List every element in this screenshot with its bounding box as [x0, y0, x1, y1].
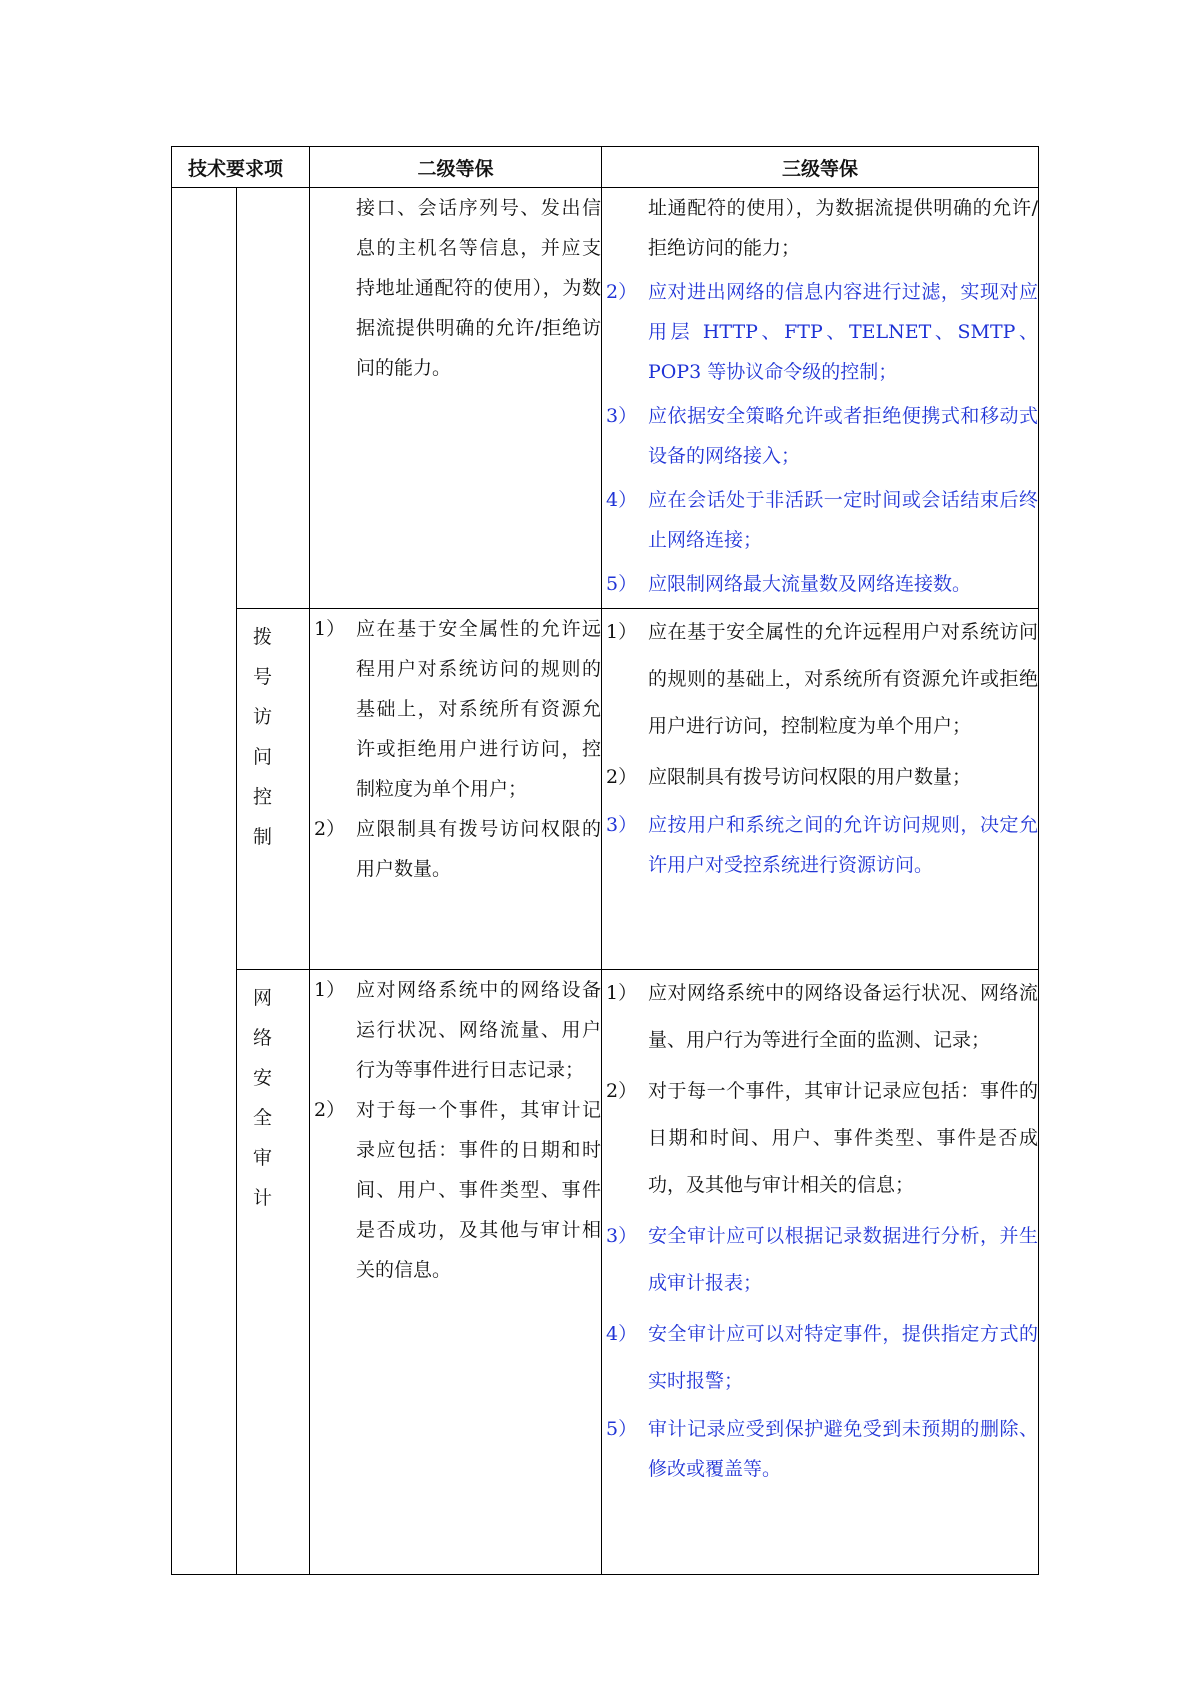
- level2-cell: [310, 609, 602, 970]
- category-cell: [172, 188, 237, 1575]
- list-item: 2） 对于每一个事件，其审计记录应包括：事件的日期和时间、用户、事件类型、事件是否成功，及其他与审计相关的信息。: [314, 1099, 602, 1281]
- list-item: 3） 安全审计应可以根据记录数据进行分析，并生成审计报表；: [606, 1225, 1039, 1294]
- list-item: 4） 安全审计应可以对特定事件，提供指定方式的实时报警；: [606, 1323, 1039, 1392]
- list-item: 址通配符的使用），为数据流提供明确的允许/拒绝访问的能力；: [648, 197, 1039, 259]
- list-item: 3） 应依据安全策略允许或者拒绝便携式和移动式设备的网络接入；: [606, 405, 1039, 467]
- list-item: 2） 应限制具有拨号访问权限的用户数量；: [606, 766, 972, 788]
- sub-item-cell: [237, 609, 310, 970]
- level3-cell: [602, 188, 1039, 609]
- level2-cell: [310, 970, 602, 1575]
- list-item: 2） 对于每一个事件，其审计记录应包括：事件的日期和时间、用户、事件类型、事件是否成功，及其他与审计相关的信息；: [606, 1080, 1039, 1196]
- level2-cell: [310, 188, 602, 609]
- list-item: 1） 应在基于安全属性的允许远程用户对系统访问的规则的基础上，对系统所有资源允许或拒绝用户进行访问，控制粒度为单个用户；: [314, 618, 602, 800]
- header-level2: 二级等保: [310, 147, 602, 188]
- header-level3: 三级等保: [602, 147, 1039, 188]
- level3-cell: [602, 609, 1039, 970]
- list-item: 2） 应对进出网络的信息内容进行过滤，实现对应用层 HTTP、FTP、TELNET、SMTP、POP3 等协议命令级的控制；: [606, 281, 1039, 383]
- table-row: [172, 609, 1039, 970]
- list-item: 接口、会话序列号、发出信息的主机名等信息，并应支持地址通配符的使用），为数据流提供明确的允许/拒绝访问的能力。: [356, 197, 602, 379]
- requirements-table: [171, 146, 1039, 1575]
- list-item: 5） 应限制网络最大流量数及网络连接数。: [606, 573, 972, 595]
- table-header-row: [172, 147, 1039, 188]
- list-item: 1） 应在基于安全属性的允许远程用户对系统访问的规则的基础上，对系统所有资源允许或拒绝用户进行访问，控制粒度为单个用户；: [606, 621, 1039, 737]
- header-item: 技术要求项: [172, 147, 310, 188]
- list-item: 5） 审计记录应受到保护避免受到未预期的删除、修改或覆盖等。: [606, 1418, 1039, 1480]
- list-item: 2） 应限制具有拨号访问权限的用户数量。: [314, 818, 602, 880]
- sub-item-cell: [237, 188, 310, 609]
- sub-item-label: 拨号访问控制: [253, 626, 273, 848]
- list-item: 4） 应在会话处于非活跃一定时间或会话结束后终止网络连接；: [606, 489, 1039, 551]
- sub-item-label: 网络安全审计: [253, 987, 273, 1209]
- sub-item-cell: [237, 970, 310, 1575]
- table-row: [172, 188, 1039, 609]
- table-row: [172, 970, 1039, 1575]
- list-item: 1） 应对网络系统中的网络设备运行状况、网络流量、用户行为等进行全面的监测、记录；: [606, 982, 1039, 1051]
- list-item: 3） 应按用户和系统之间的允许访问规则，决定允许用户对受控系统进行资源访问。: [606, 814, 1039, 876]
- level3-cell: [602, 970, 1039, 1575]
- list-item: 1） 应对网络系统中的网络设备运行状况、网络流量、用户行为等事件进行日志记录；: [314, 979, 602, 1081]
